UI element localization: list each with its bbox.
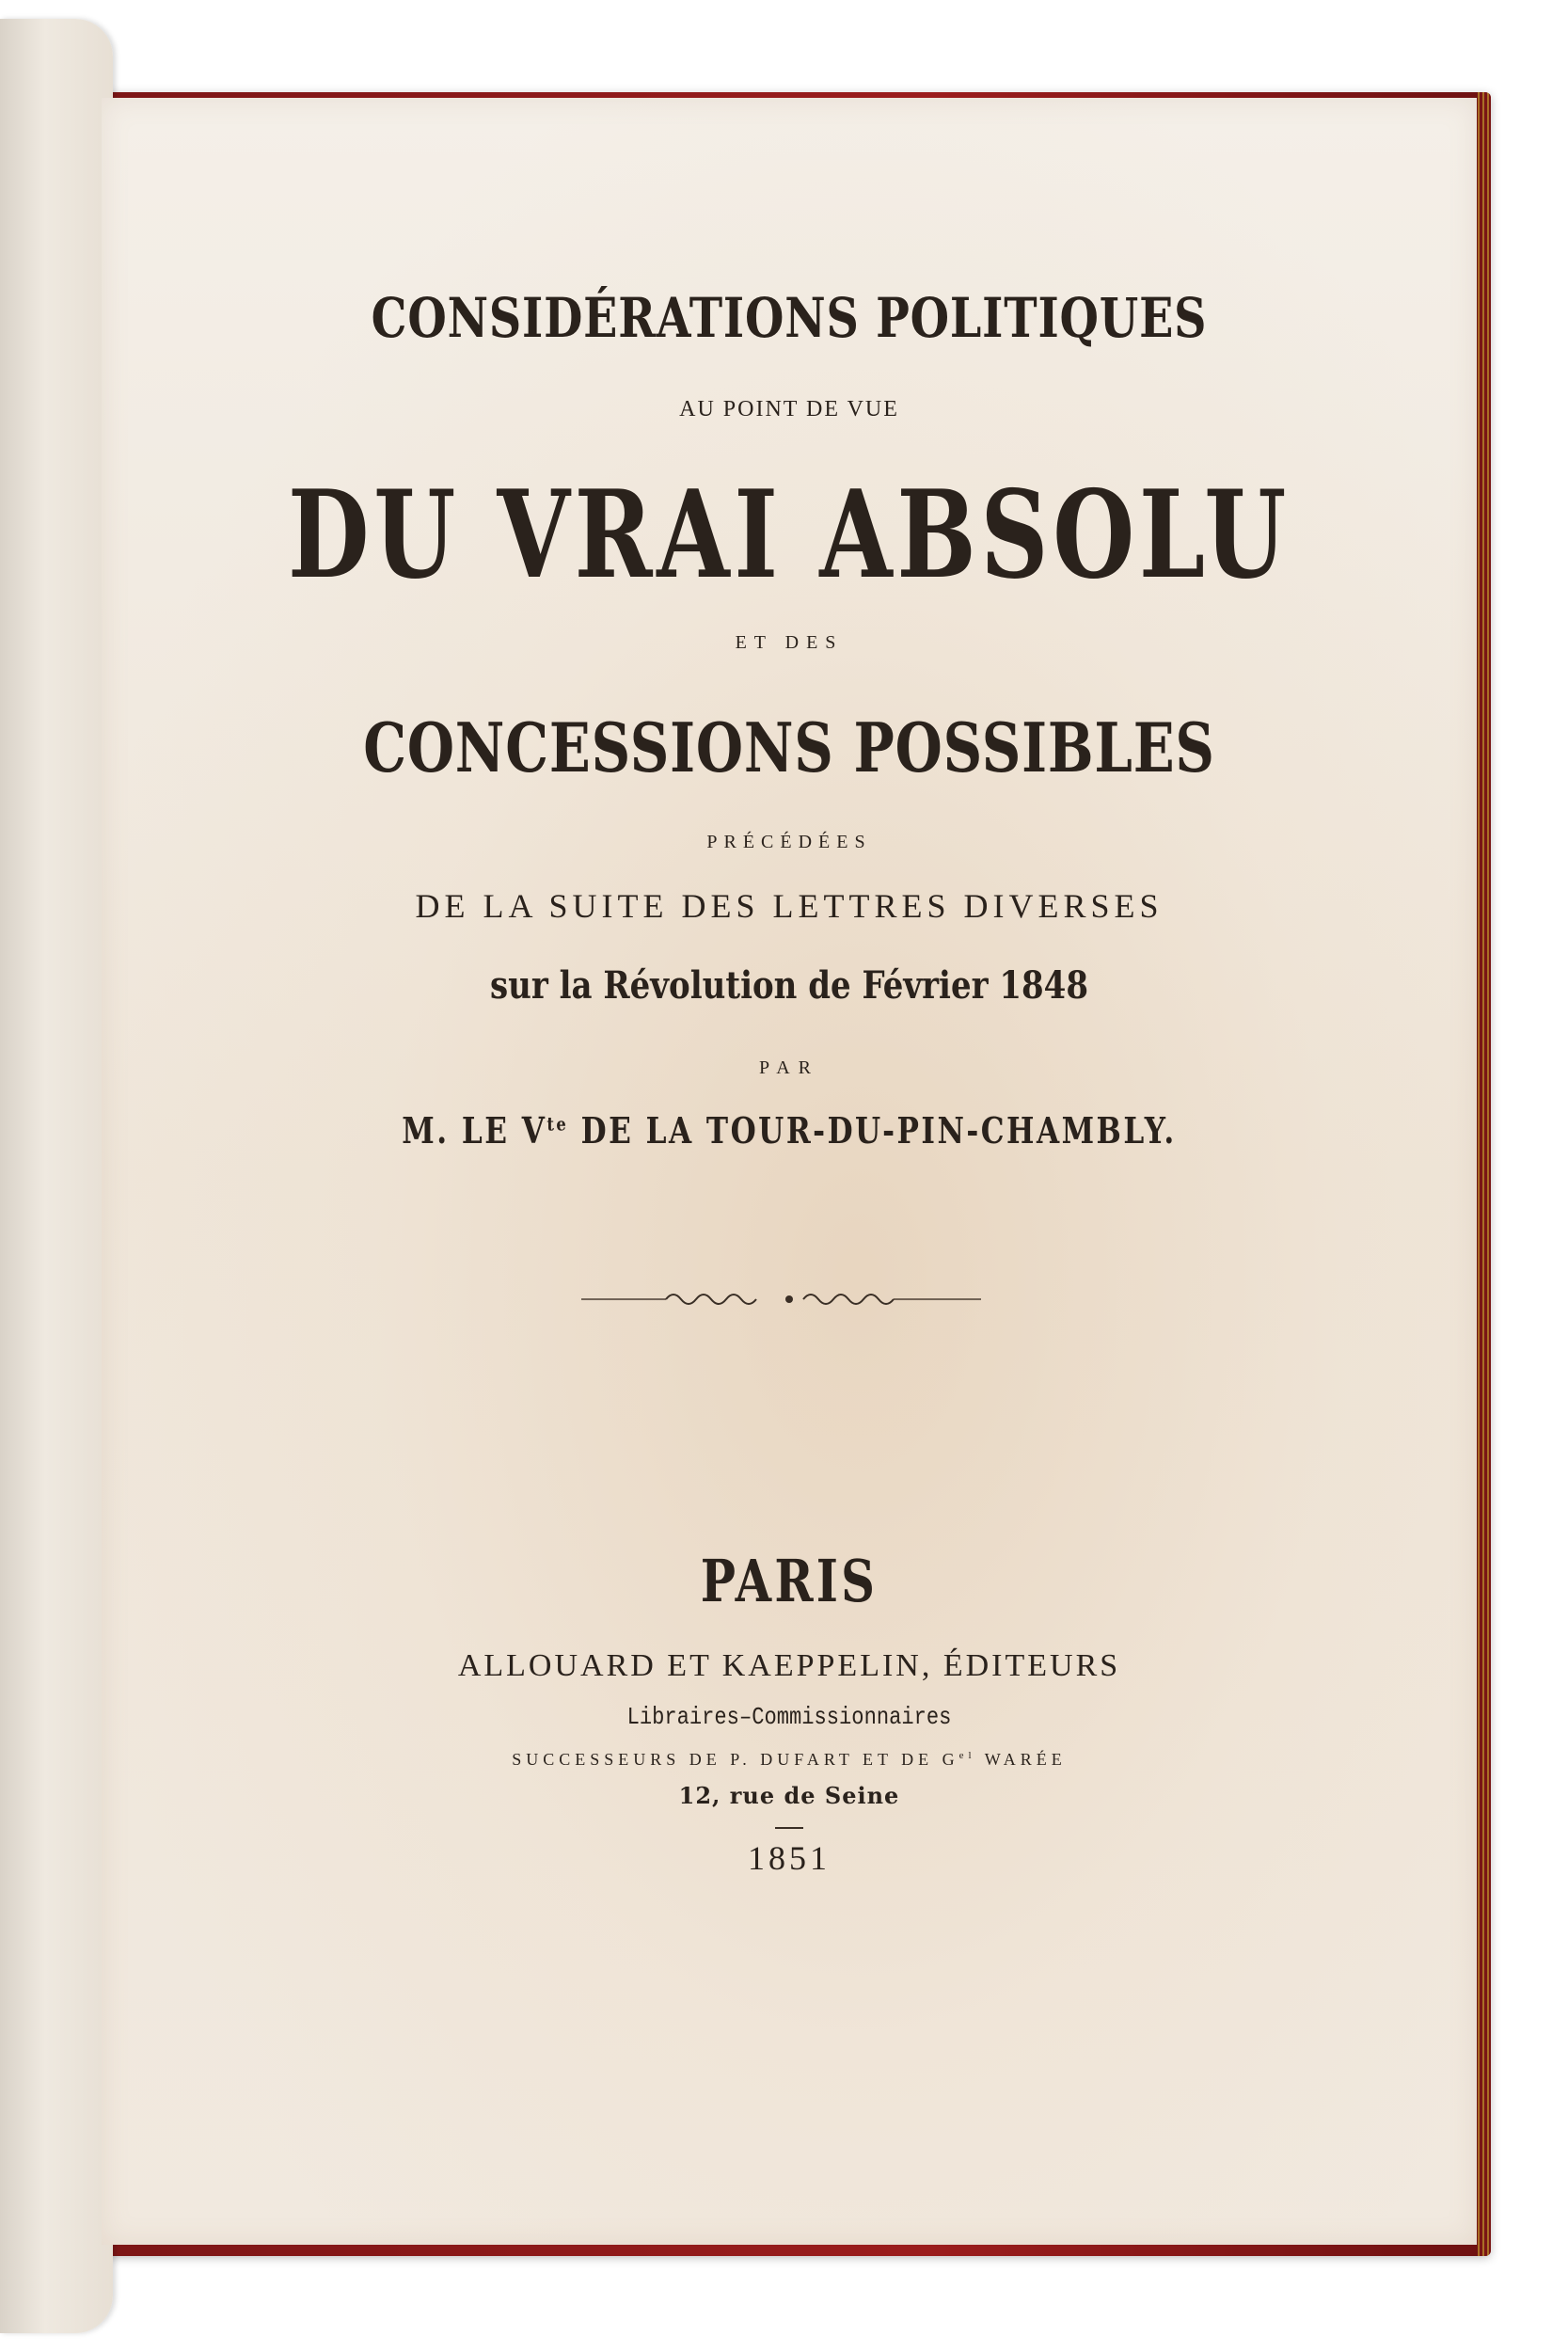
title-page: [102, 98, 1477, 2245]
author-prefix: M. LE V: [402, 1109, 547, 1152]
title-line-par: PAR: [758, 1057, 820, 1078]
facing-page: [0, 19, 113, 2333]
imprint-year: 1851: [748, 1839, 831, 1877]
imprint-address: 12, rue de Seine: [678, 1782, 900, 1809]
title-line-et-des: ET DES: [735, 632, 844, 653]
gilt-edge: [1478, 92, 1491, 2256]
ornament-flourish-icon: [102, 1288, 1477, 1311]
title-line-concessions: CONCESSIONS POSSIBLES: [363, 707, 1215, 787]
author-line: [226, 1109, 1354, 1152]
imprint-publisher: ALLOUARD ET KAEPPELIN, ÉDITEURS: [457, 1648, 1121, 1683]
author-superscript: te: [546, 1112, 569, 1136]
title-line-point-de-vue: AU POINT DE VUE: [679, 397, 899, 421]
imprint-place: PARIS: [700, 1547, 879, 1615]
title-line-revolution: sur la Révolution de Février 1848: [490, 963, 1088, 1008]
title-line-considerations: CONSIDÉRATIONS POLITIQUES: [371, 286, 1208, 350]
imprint-rule: [775, 1827, 803, 1829]
author-name: DE LA TOUR-DU-PIN-CHAMBLY.: [568, 1109, 1177, 1152]
imprint-role: Libraires–Commissionnaires: [626, 1703, 952, 1731]
title-line-precedees: PRÉCÉDÉES: [706, 832, 872, 852]
successors-suffix: WARÉE: [975, 1750, 1067, 1769]
title-line-vrai-absolu: DU VRAI ABSOLU: [287, 465, 1291, 606]
successors-prefix: SUCCESSEURS DE P. DUFART ET DE G: [512, 1750, 959, 1769]
imprint-successors: [102, 1750, 1477, 1770]
successors-superscript: el: [958, 1750, 976, 1761]
title-line-suite-lettres: DE LA SUITE DES LETTRES DIVERSES: [415, 887, 1164, 925]
